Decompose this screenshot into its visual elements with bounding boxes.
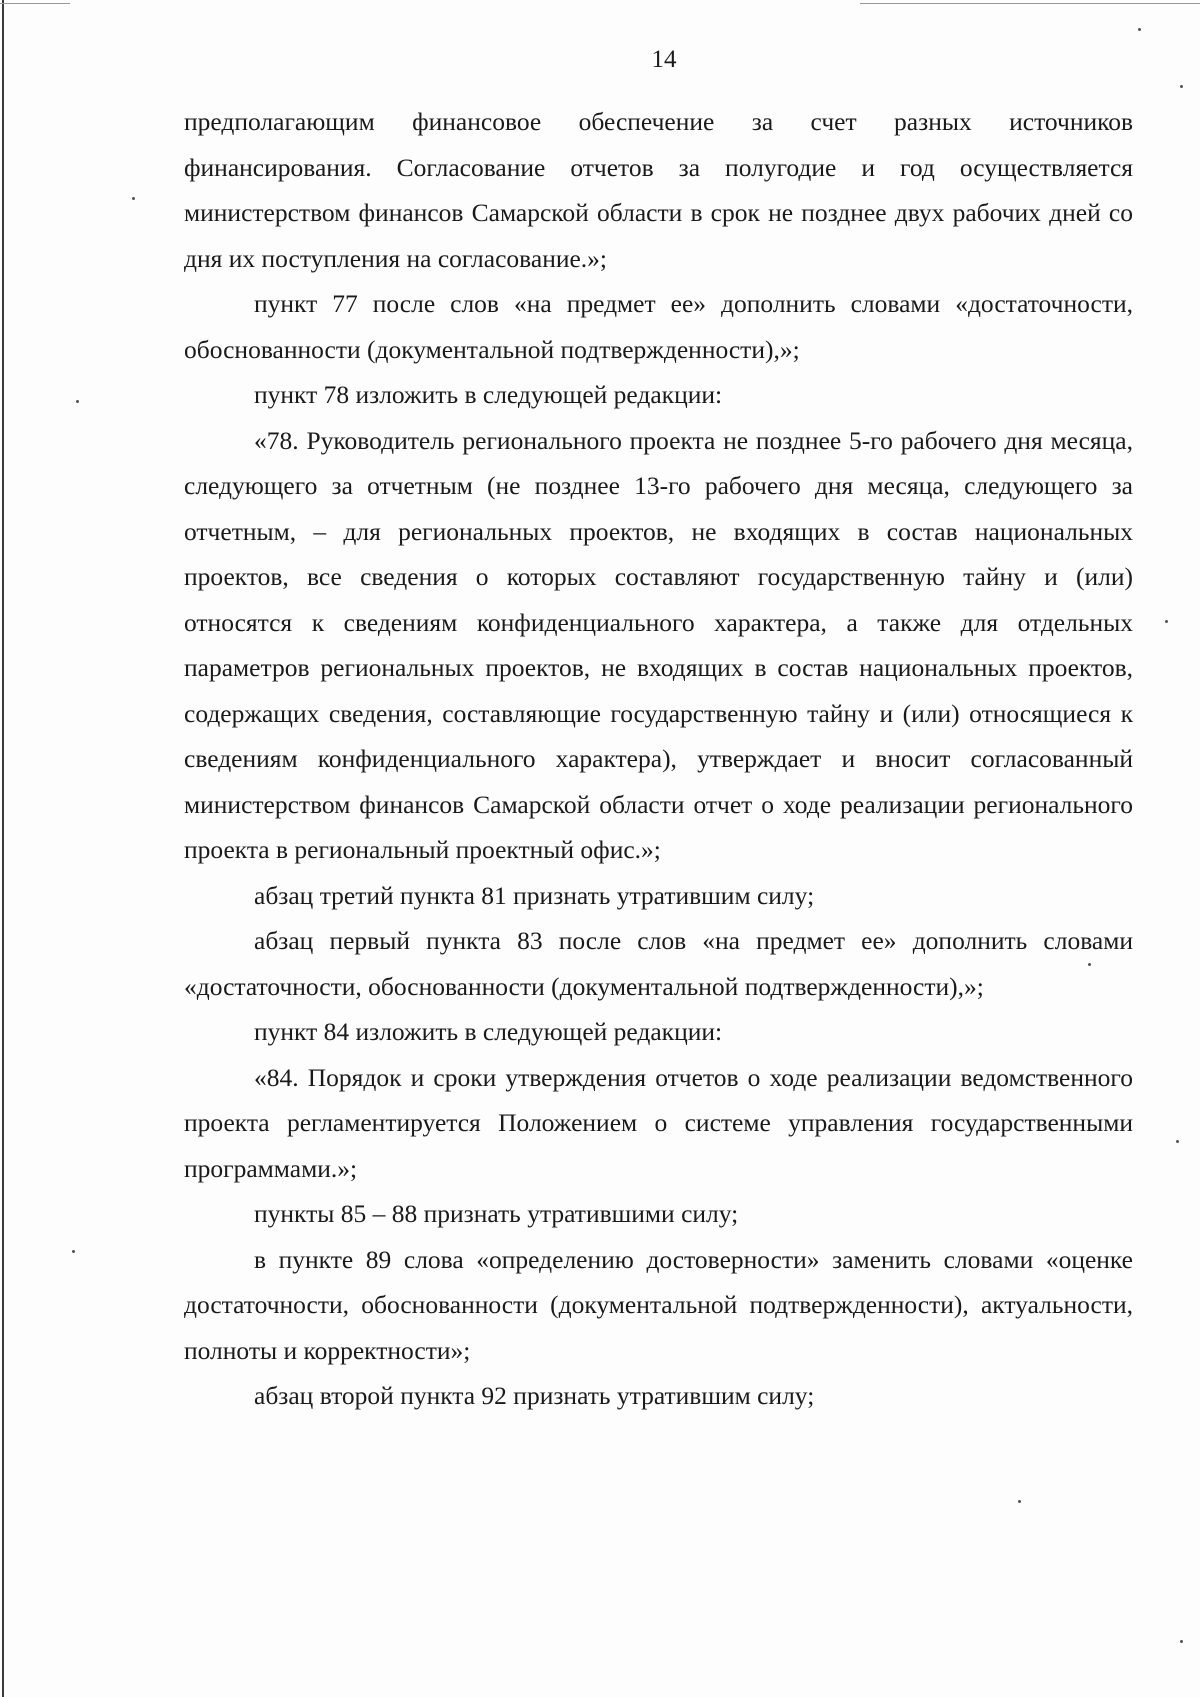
scan-speck [1180,1640,1183,1643]
paragraph-item-89: в пункте 89 слова «определению достоверности» заменить словами «оценке достаточности, обоснованности (документальной подтвержденности), актуальности, полноты и корректности»; [184,1244,1133,1365]
scan-speck [1176,1140,1179,1143]
paragraph-item-84-intro: пункт 84 изложить в следующей редакции: [254,1017,723,1046]
scan-speck [132,197,135,200]
scan-speck [1018,1500,1021,1503]
scan-speck [76,400,79,403]
scan-left-edge [2,0,4,1697]
scan-speck [1165,620,1168,623]
paragraph-items-85-88: пункты 85 – 88 признать утратившими силу; [254,1199,739,1228]
paragraph-item-81: абзац третий пункта 81 признать утратившим силу; [254,880,815,910]
paragraph-item-92: абзац второй пункта 92 признать утратившим силу; [254,1381,815,1410]
scan-top-edge-right [860,3,1200,4]
paragraph-item-78-intro: пункт 78 изложить в следующей редакции: [254,380,723,409]
paragraph-item-84-text: «84. Порядок и сроки утверждения отчетов о ходе реализации ведомственного проекта регламентируется Положением о системе управления государственными программами.»; [184,1062,1133,1183]
paragraph-continuation: предполагающим финансовое обеспечение за счет разных источников финансирования. Согласование отчетов за полугодие и год осуществляется министерством финансов Самарской области в срок не позднее двух рабочих дней со дня их поступления на согласование.»; [184,107,1133,273]
paragraph-item-83: абзац первый пункта 83 после слов «на предмет ее» дополнить словами «достаточности, обоснованности (документальной подтвержденности),»; [184,926,1133,1001]
page-number: 14 [651,46,677,73]
scan-top-edge-left [0,3,70,4]
paragraph-item-77: пункт 77 после слов «на предмет ее» дополнить словами «достаточности, обоснованности (документальной подтвержденности),»; [184,289,1133,364]
scan-speck [1138,28,1141,31]
paragraph-item-78-text: «78. Руководитель регионального проекта не позднее 5-го рабочего дня месяца, следующего за отчетным (не позднее 13-го рабочего дня месяца, следующего за отчетным, – для региональных проектов, не входящих в состав национальных проектов, все сведения о которых составляют государственную тайну и (или) относятся к сведениям конфиденциального характера, а также для отдельных параметров региональных проектов, не входящих в состав национальных проектов, содержащих сведения, составляющие государственную тайну и (или) относящиеся к сведениям конфиденциального характера), утверждает и вносит согласованный министерством финансов Самарской области отчет о ходе реализации регионального проекта в региональный проектный офис.»; [184,425,1133,864]
document-body [184,99,1133,1419]
scan-speck [1180,85,1183,88]
scan-speck [1088,963,1091,966]
scan-speck [72,1250,75,1253]
